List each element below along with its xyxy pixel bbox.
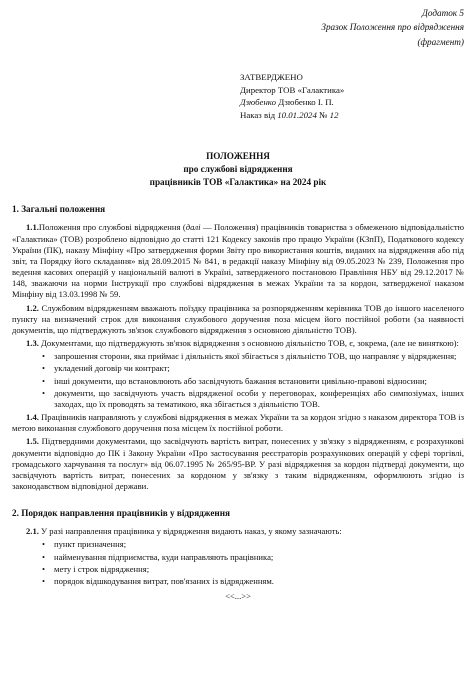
- paragraph-text: Документами, що підтверджують зв'язок відрядження з основною діяльністю ТОВ, є, зокрема, (але не виняткою):: [41, 338, 459, 349]
- list-item: • укладений договір чи контракт;: [42, 363, 464, 374]
- paragraph-text: Положення про службові відрядження (: [38, 222, 186, 233]
- paragraph-number: 2.1.: [26, 526, 39, 537]
- title-line-2: про службові відрядження: [183, 163, 293, 174]
- sample-title: Зразок Положення про відрядження: [321, 22, 464, 33]
- list-item: • пункт призначення;: [42, 539, 464, 550]
- fragment-label: (фрагмент): [417, 36, 464, 47]
- order-date: 10.01.2024: [277, 110, 317, 120]
- list-item: • найменування підприємства, куди направляють працівника;: [42, 552, 464, 563]
- title-line-3: працівників ТОВ «Галактика» на 2024 рік: [149, 176, 327, 187]
- paragraph-number: 1.5.: [26, 436, 39, 447]
- paragraph-1-5: [12, 436, 464, 492]
- paragraph-number: 1.3.: [26, 338, 39, 349]
- list-item: • порядок відшкодування витрат, пов'язаних із відрядженням.: [42, 576, 464, 587]
- order-prefix: Наказ від: [240, 110, 276, 120]
- paragraph-number: 1.1.: [26, 222, 39, 233]
- list-item: • інші документи, що встановлюють або засвідчують бажання встановити цивільно-правові відносини;: [42, 376, 464, 387]
- paragraph-1-2: [12, 303, 464, 337]
- section-2-heading: 2. Порядок направлення працівників у відрядження: [12, 508, 230, 519]
- list-item: • запрошення сторони, яка приймає і діяльність якої збігається з діяльністю ТОВ, що направляє у відрядження;: [42, 351, 464, 362]
- section-1-heading: 1. Загальні положення: [12, 204, 106, 215]
- director-signature-line: [240, 96, 464, 109]
- paragraph-number: 1.2.: [26, 302, 39, 313]
- continuation-marker: <<...>>: [225, 591, 251, 602]
- order-line: [240, 109, 464, 122]
- director-name: Дзюбенко І. П.: [278, 97, 334, 108]
- paragraph-1-3: [12, 338, 464, 349]
- approved-label: ЗАТВЕРДЖЕНО: [240, 71, 303, 82]
- paragraph-1-1: [12, 222, 464, 300]
- list-item: • документи, що засвідчують участь відрядженої особи у переговорах, конференціях або симпозіумах, інших заходах, що їх проводять за тематикою, яка збігається з діяльністю ТОВ.: [42, 388, 464, 410]
- paragraph-text: У разі направлення працівника у відрядження видають наказ, у якому зазначають:: [41, 526, 342, 537]
- paragraph-number: 1.4.: [26, 412, 39, 423]
- paragraph-2-1: [12, 526, 464, 537]
- paragraph-1-4: [12, 412, 464, 434]
- title-line-1: ПОЛОЖЕННЯ: [206, 150, 270, 161]
- approval-block: [240, 71, 464, 122]
- paragraph-text: Працівників направляють у службові відрядження в межах України та за кордон згідно з наказом директора ТОВ із метою виконання службового доручення поза місцем їх постійної роботи.: [12, 412, 464, 434]
- list-2-1: [12, 539, 464, 587]
- appendix-label: Додаток 5: [422, 8, 464, 18]
- paragraph-text: Підтвердними документами, що засвідчують вартість витрат, понесених у зв'язку з відрядженням, є розрахункові документи відповідно до ПК і Закону України «Про застосування реєстраторів розрахункових операцій у сфері торгівлі, громадського харчування та послуг» від 06.07.1995 № 265/95-ВР. У разі відрядження за кордон підтверді документи, що засвідчують вартість витрат, понесених за кордоном у зв'язку з таким відрядженням, оформлюють згідно із законодавством відповідної держави.: [12, 436, 464, 492]
- list-item: • мету і строк відрядження;: [42, 564, 464, 575]
- signature: Дзюбенко: [240, 97, 276, 108]
- paragraph-text: Службовим відрядженням вважають поїздку працівника за розпорядженням керівника ТОВ до іншого населеного пункту на визначений строк для виконання службового доручення поза місцем його постійної роботи (за наявності документів, що підтверджують зв'язок службового відрядження з основною діяльністю ТОВ).: [12, 302, 464, 335]
- list-1-3: [12, 351, 464, 410]
- order-number: 12: [329, 110, 339, 120]
- director-position: Директор ТОВ «Галактика»: [240, 84, 345, 95]
- document-title: [12, 150, 464, 189]
- order-number-prefix: №: [319, 110, 328, 120]
- paragraph-text: — Положення) працівників товариства з обмеженою відповідальністю «Галактика» (ТОВ) розроблено відповідно до статті 121 Кодексу законів про працю України (КЗпП), Податкового кодексу України (ПК), наказу Мінфіну «Про затвердження форми Звіту про використання коштів, виданих на відрядження або під звіт, та Порядку його складання» від 28.09.2015 № 841, в редакції наказу Мінфіну від 09.05.2023 № 239, Положення про ведення касових операцій у національній валюті в Україні, затвердженого постановою Правління НБУ від 29.12.2017 № 148, зважаючи на норми Інструкції про службові відрядження в межах України та за кордон, затвердженої наказом Мінфіну від 13.03.1998 № 59.: [12, 222, 464, 300]
- paragraph-text: далі: [185, 222, 201, 233]
